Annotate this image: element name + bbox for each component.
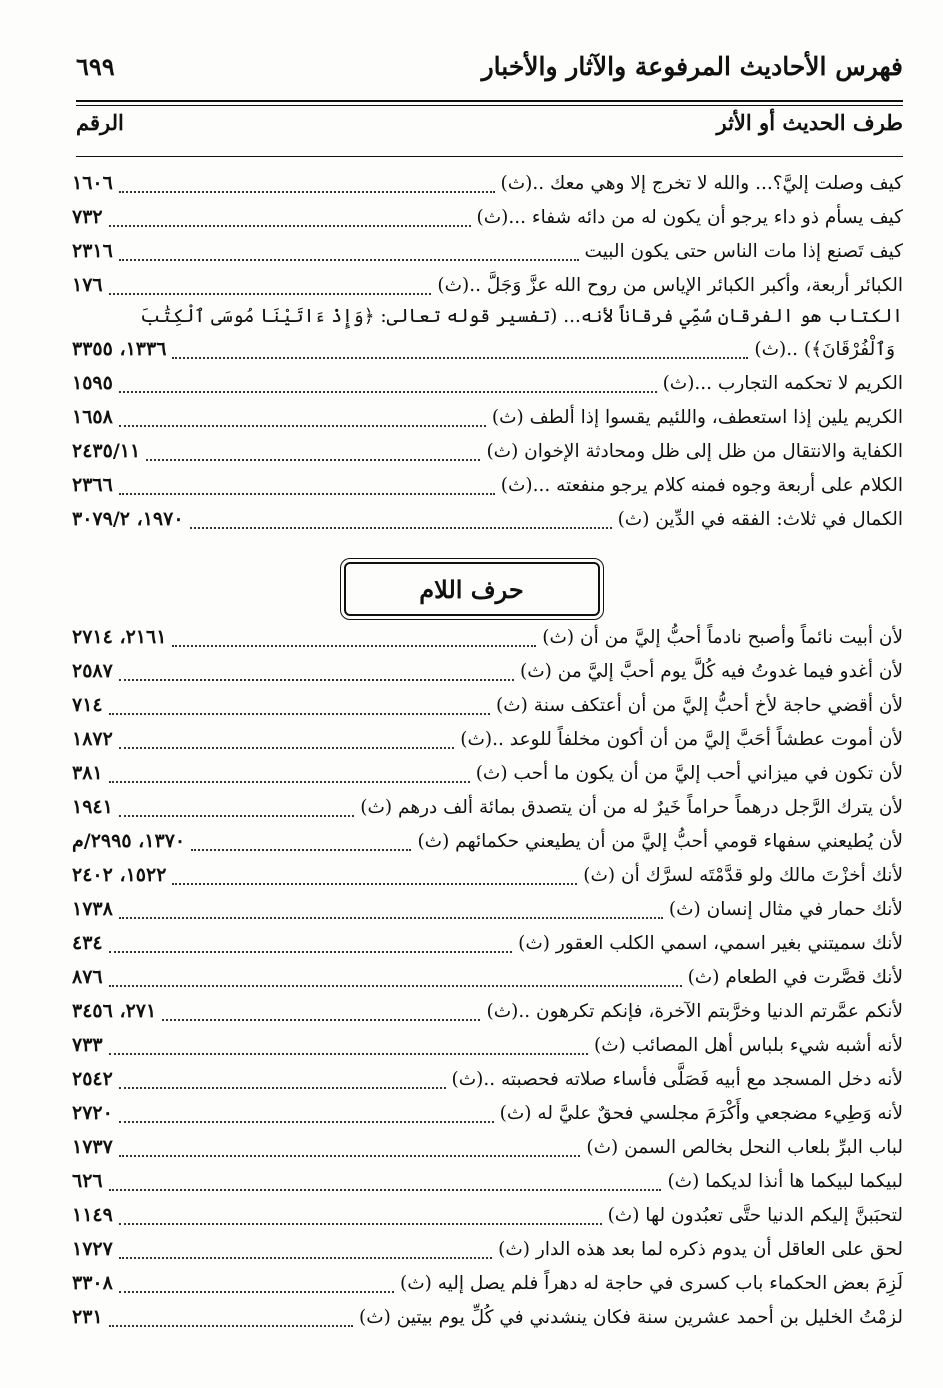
leader-dots <box>172 348 748 359</box>
entry-text: الكبائر أربعة، وأكبر الكبائر الإياس من روح الله عزَّ وَجَلَّ ..(ث) <box>437 275 903 296</box>
entry-text: لأنك سميتني بغير اسمي، اسمي الكلب العقور (ث) <box>518 933 903 954</box>
entry-row <box>72 200 903 234</box>
entry-row <box>72 1232 903 1266</box>
entry-number: ٢٧٢٠ <box>72 1102 113 1124</box>
entry-row <box>72 1164 903 1198</box>
entry-number: ٨٧٦ <box>72 966 103 988</box>
entry-row <box>72 302 903 332</box>
entry-number: ١٣٣٦، ٣٣٥٥ <box>72 338 167 360</box>
entry-number: ١٥٢٢، ٢٤٠٢ <box>72 864 167 886</box>
entry-row <box>72 960 903 994</box>
entry-row <box>72 722 903 756</box>
entry-number: ١٣٧٠، ٢٩٩٥/م <box>72 830 186 852</box>
entry-text: لبيكما لبيكما ها أنذا لديكما (ث) <box>667 1171 903 1192</box>
entry-row <box>72 892 903 926</box>
entry-number: ١٩٤١ <box>72 796 113 818</box>
leader-dots <box>172 636 536 647</box>
entry-number: ٢٣١ <box>72 1306 103 1328</box>
leader-dots <box>119 1214 602 1225</box>
entry-row <box>72 858 903 892</box>
entry-number: ١٧٣٨ <box>72 898 113 920</box>
entry-text: لأن أغدو فيما غدوتُ فيه كُلَّ يوم أحبَّ إليَّ من (ث) <box>520 661 903 682</box>
column-headers <box>76 110 903 135</box>
leader-dots <box>119 1282 394 1293</box>
entry-row <box>72 434 903 468</box>
entry-text: لأن أموت عطشاً أحَبَّ إليَّ من أن أكون مخلفاً للوعد ..(ث) <box>460 729 903 750</box>
entry-row <box>72 790 903 824</box>
entry-row <box>72 166 903 200</box>
page-title: فهرس الأحاديث المرفوعة والآثار والأخبار <box>481 52 903 81</box>
entry-number: ٢١٦١، ٢٧١٤ <box>72 626 167 648</box>
header-rule-thick <box>76 100 903 102</box>
leader-dots <box>119 738 454 749</box>
leader-dots <box>119 182 495 193</box>
entry-row <box>72 994 903 1028</box>
leader-dots <box>119 1112 494 1123</box>
leader-dots <box>119 908 663 919</box>
entry-text: لزمْتُ الخليل بن أحمد عشرين سنة فكان ينشدني في كُلِّ يوم بيتين (ث) <box>359 1307 903 1328</box>
leader-dots <box>109 942 513 953</box>
entry-number: ٢٧١، ٣٤٥٦ <box>72 1000 157 1022</box>
entry-number: ٣٨١ <box>72 762 103 784</box>
entry-text: الكفاية والانتقال من ظل إلى ظل ومحادثة الإخوان (ث) <box>486 441 903 462</box>
leader-dots <box>119 1248 492 1259</box>
entry-number: ٧٣٣ <box>72 1034 103 1056</box>
entry-row <box>72 654 903 688</box>
page-header <box>76 52 903 81</box>
leader-dots <box>119 250 579 261</box>
entry-text: الكلام على أربعة وجوه فمنه كلام يرجو منفعته ...(ث) <box>500 475 903 496</box>
entry-number: ١٧٣٧ <box>72 1136 113 1158</box>
entry-row <box>72 620 903 654</box>
entry-row <box>72 366 903 400</box>
entry-number: ١٥٩٥ <box>72 372 113 394</box>
leader-dots <box>109 772 470 783</box>
entry-number: ٢٥٤٢ <box>72 1068 113 1090</box>
entry-row <box>72 468 903 502</box>
leader-dots <box>109 1044 588 1055</box>
entry-number: ٢٥٨٧ <box>72 660 113 682</box>
entry-text: الكريم لا تحكمه التجارب ...(ث) <box>662 373 903 394</box>
entry-row <box>72 1198 903 1232</box>
entry-text: الكتاب هو الفرقان سُمِّي فرقاناً لأنه... (تفسير قوله تعالى: ﴿وَإِذْ ءَاتَيْنَا مُوسَى ٱلْكِتَٰبَ <box>140 306 903 327</box>
entry-text: لأنكم عمَّرتم الدنيا وخرَّبتم الآخرة، فإنكم تكرهون ..(ث) <box>486 1001 903 1022</box>
entry-text: لأنك حمار في مثال إنسان (ث) <box>668 899 903 920</box>
leader-dots <box>146 450 480 461</box>
entry-number: ٢٤٣٥/١١ <box>72 440 141 462</box>
leader-dots <box>109 284 432 295</box>
column-header-number: الرقم <box>76 110 124 135</box>
entry-text: لأنه وَطِيء مضجعي وأَكْرَمَ مجلسي فحقٌ عليَّ له (ث) <box>499 1103 903 1124</box>
entry-row <box>72 502 903 536</box>
entry-text: لأن أبيت نائماً وأصبح نادماً أحبُّ إليَّ من أن (ث) <box>542 627 903 648</box>
entry-text: لَزِمَ بعض الحكماء باب كسرى في حاجة له دهراً فلم يصل إليه (ث) <box>400 1273 903 1294</box>
entry-row <box>72 1062 903 1096</box>
entry-row <box>72 234 903 268</box>
leader-dots <box>119 806 354 817</box>
entry-number: ٢٣١٦ <box>72 240 113 262</box>
page-number: ٦٩٩ <box>76 52 115 81</box>
entry-number: ١٧٦ <box>72 274 103 296</box>
entry-row <box>72 332 903 366</box>
leader-dots <box>109 976 682 987</box>
entry-row <box>72 268 903 302</box>
entry-row <box>72 1300 903 1334</box>
entry-number: ٣٣٠٨ <box>72 1272 113 1294</box>
letter-banner: حرف اللام <box>344 562 600 616</box>
entry-text: لأن أقضي حاجة لأخ أحبُّ إليَّ من أن أعتكف سنة (ث) <box>496 695 903 716</box>
leader-dots <box>162 1010 480 1021</box>
entries-section-kaf <box>72 166 903 536</box>
entry-text: لأن يُطيعني سفهاء قومي أحبُّ إليَّ من أن يطيعني حكمائهم (ث) <box>417 831 903 852</box>
entry-number: ١٧٢٧ <box>72 1238 113 1260</box>
leader-dots <box>109 1180 662 1191</box>
leader-dots <box>109 1316 353 1327</box>
leader-dots <box>119 416 486 427</box>
entry-number: ٧١٤ <box>72 694 103 716</box>
entry-row <box>72 1028 903 1062</box>
entry-number: ١١٤٩ <box>72 1204 113 1226</box>
entry-number: ٦٢٦ <box>72 1170 103 1192</box>
entry-row <box>72 1096 903 1130</box>
entry-number: ٧٣٢ <box>72 206 103 228</box>
entry-text: الكريم يلين إذا استعطف، واللئيم يقسوا إذا ألطف (ث) <box>491 407 903 428</box>
leader-dots <box>119 484 495 495</box>
entry-text: لأنك قصَّرت في الطعام (ث) <box>687 967 903 988</box>
entry-row <box>72 1130 903 1164</box>
entry-text: لباب البرِّ بلعاب النحل بخالص السمن (ث) <box>586 1137 903 1158</box>
entry-number: ١٨٧٢ <box>72 728 113 750</box>
entry-number: ١٦٥٨ <box>72 406 113 428</box>
entry-number: ٤٣٤ <box>72 932 103 954</box>
leader-dots <box>119 1146 581 1157</box>
entry-text: لأن يترك الرَّجل درهماً حراماً خَيرٌ له من أن يتصدق بمائة ألف درهم (ث) <box>360 797 903 818</box>
entry-row <box>72 926 903 960</box>
entry-text: الكمال في ثلاث: الفقه في الدِّين (ث) <box>617 509 903 530</box>
leader-dots <box>119 1078 446 1089</box>
entry-text: كيف تَصنع إذا مات الناس حتى يكون البيت <box>584 241 903 262</box>
header-rule-thin <box>76 105 903 106</box>
entry-text: لأن تكون في ميزاني أحب إليَّ من أن يكون ما أحب (ث) <box>475 763 903 784</box>
column-header-rule <box>76 156 903 157</box>
entry-text: كيف يسأم ذو داء يرجو أن يكون له من دائه شفاء ...(ث) <box>476 207 903 228</box>
column-header-text: طرف الحديث أو الأثر <box>716 110 903 135</box>
entry-row <box>72 1266 903 1300</box>
entries-section-lam <box>72 620 903 1334</box>
leader-dots <box>109 216 471 227</box>
leader-dots <box>109 704 490 715</box>
entry-row <box>72 688 903 722</box>
leader-dots <box>119 670 514 681</box>
entry-text: لحق على العاقل أن يدوم ذكره لما بعد هذه الدار (ث) <box>498 1239 903 1260</box>
leader-dots <box>190 518 612 529</box>
entry-text: لأنك أخزْتَ مالك ولو قدَّمْتَه لسرَّك أن (ث) <box>583 865 903 886</box>
entry-number: ١٦٠٦ <box>72 172 113 194</box>
entry-text: كيف وصلت إليَّ؟... والله لا تخرج إلا وهي معك ..(ث) <box>500 173 903 194</box>
entry-text: وَٱلْفُرْقَانَ﴾) ..(ث) <box>754 339 895 360</box>
leader-dots <box>191 840 411 851</box>
leader-dots <box>172 874 577 885</box>
entry-row <box>72 756 903 790</box>
letter-banner-wrap <box>0 562 943 616</box>
entry-row <box>72 824 903 858</box>
entry-number: ١٩٧٠، ٣٠٧٩/٢ <box>72 508 184 530</box>
entry-row <box>72 400 903 434</box>
entry-text: لأنه أشبه شيء بلباس أهل المصائب (ث) <box>594 1035 903 1056</box>
entry-text: لتحبَبنَّ إليكم الدنيا حتَّى تعبُدون لها (ث) <box>607 1205 903 1226</box>
leader-dots <box>119 382 657 393</box>
entry-number: ٢٣٦٦ <box>72 474 113 496</box>
entry-text: لأنه دخل المسجد مع أبيه فَصَلَّى فأساء صلاته فحصبته ..(ث) <box>451 1069 903 1090</box>
